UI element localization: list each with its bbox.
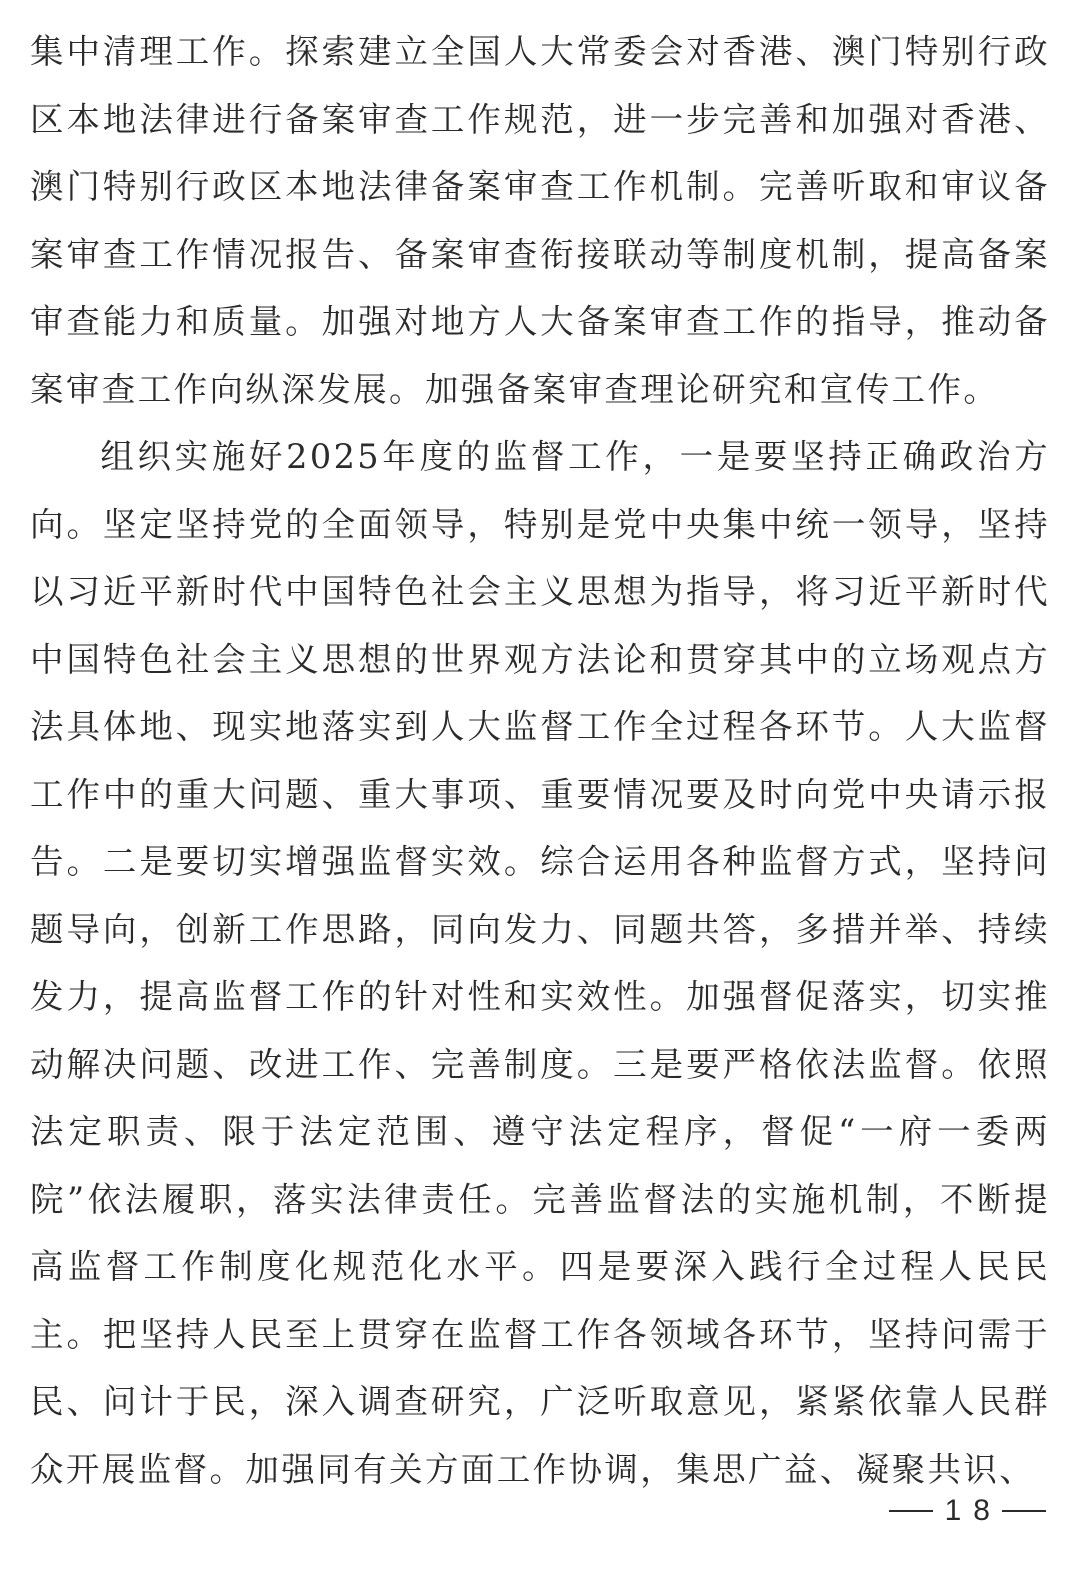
paragraph-continued: 集中清理工作。探索建立全国人大常委会对香港、澳门特别行政区本地法律进行备案审查工作规范，进一步完善和加强对香港、澳门特别行政区本地法律备案审查工作机制。完善听取和审议备案审查工作情况报告、备案审查衔接联动等制度机制，提高备案审查能力和质量。加强对地方人大备案审查工作的指导，推动备案审查工作向纵深发展。加强备案审查理论研究和宣传工作。 — [30, 32, 1050, 409]
page-number: 18 — [944, 1494, 1002, 1527]
page-footer — [889, 1494, 1046, 1528]
right-dash — [1002, 1510, 1046, 1512]
paragraph-supervision-work: 组织实施好2025年度的监督工作，一是要坚持正确政治方向。坚定坚持党的全面领导，特别是党中央集中统一领导，坚持以习近平新时代中国特色社会主义思想为指导，将习近平新时代中国特色社会主义思想的世界观方法论和贯穿其中的立场观点方法具体地、现实地落实到人大监督工作全过程各环节。人大监督工作中的重大问题、重大事项、重要情况要及时向党中央请示报告。二是要切实增强监督实效。综合运用各种监督方式，坚持问题导向，创新工作思路，同向发力、同题共答，多措并举、持续发力，提高监督工作的针对性和实效性。加强督促落实，切实推动解决问题、改进工作、完善制度。三是要严格依法监督。依照法定职责、限于法定范围、遵守法定程序，督促“一府一委两院”依法履职，落实法律责任。完善监督法的实施机制，不断提高监督工作制度化规范化水平。四是要深入践行全过程人民民主。把坚持人民至上贯穿在监督工作各领域各环节，坚持问需于民、问计于民，深入调查研究，广泛听取意见，紧紧依靠人民群众开展监督。加强同有关方面工作协调，集思广益、凝聚共识、 — [30, 437, 1050, 1489]
left-dash — [889, 1510, 933, 1512]
